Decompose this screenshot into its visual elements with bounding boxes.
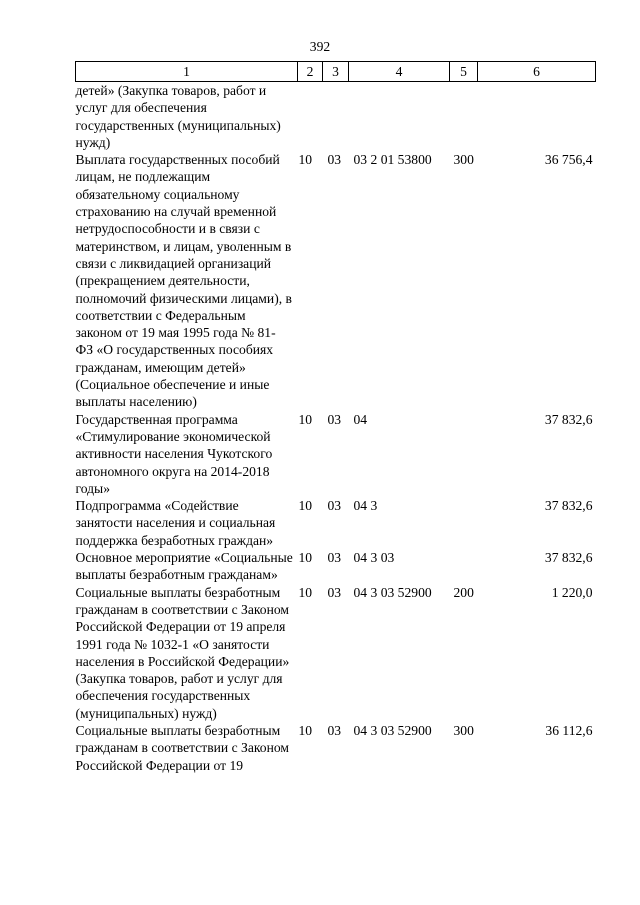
row-section: 10 (298, 550, 313, 566)
row-subsection: 03 (327, 498, 342, 514)
row-kind: 200 (453, 584, 474, 600)
row-name: детей» (Закупка товаров, работ и услуг для обеспечения государственных (муниципальных) нужд) (75, 83, 281, 150)
row-subsection: 03 (327, 550, 342, 566)
row-subsection: 03 (327, 584, 342, 600)
header-cell-subsection: 3 (323, 62, 349, 82)
row-amount: 36 756,4 (544, 152, 593, 168)
page-number: 392 (309, 39, 331, 54)
row-section: 10 (298, 722, 313, 738)
table-row (76, 82, 596, 152)
row-subsection: 03 (327, 152, 342, 168)
row-name: Основное мероприятие «Социальные выплаты безработным гражданам» (75, 550, 293, 583)
table-row (76, 151, 596, 410)
table-row (76, 411, 596, 497)
row-kind: 300 (453, 152, 474, 168)
row-amount: 1 220,0 (551, 584, 593, 600)
row-amount (478, 82, 596, 152)
row-kind (450, 497, 478, 549)
row-name: Социальные выплаты безработным гражданам в соответствии с Законом Российской Федерации от 19 (75, 722, 289, 773)
row-amount: 37 832,6 (544, 411, 593, 427)
row-kind (450, 82, 478, 152)
row-kind (450, 411, 478, 497)
row-code: 04 3 03 52900 (353, 722, 432, 738)
row-code: 04 3 (353, 498, 378, 514)
header-row (76, 62, 596, 82)
table-row (76, 584, 596, 722)
row-section: 10 (298, 411, 313, 427)
row-code: 04 (353, 411, 368, 427)
row-amount: 36 112,6 (545, 722, 593, 738)
table-row (76, 497, 596, 549)
row-kind: 300 (453, 722, 474, 738)
row-name: Подпрограмма «Содействие занятости населения и социальная поддержка безработных граждан» (75, 498, 276, 548)
header-cell-name: 1 (76, 62, 298, 82)
row-section: 10 (298, 498, 313, 514)
row-name: Государственная программа «Стимулирование экономической активности населения Чукотского автономного округа на 2014-2018 годы» (75, 411, 273, 496)
header-cell-amount: 6 (478, 62, 596, 82)
row-amount: 37 832,6 (544, 550, 593, 566)
row-subsection: 03 (327, 411, 342, 427)
row-section: 10 (298, 152, 313, 168)
row-subsection: 03 (327, 722, 342, 738)
row-kind (450, 549, 478, 584)
row-section (298, 82, 323, 152)
header-cell-section: 2 (298, 62, 323, 82)
row-name: Выплата государственных пособий лицам, не подлежащим обязательному социальному страхованию на случай временной нетрудоспособности и в связи с материнством, и лицам, уволенным в связи с ликвидацией организаций (прекращением деятельности, полномочий физическими лицами), в соответствии с Федеральным законом от 19 мая 1995 года № 81- ФЗ «О государственных пособиях гражданам, имеющим детей» (Социальное обеспечение и иные выплаты населению) (75, 152, 292, 410)
row-code: 03 2 01 53800 (353, 152, 432, 168)
row-name: Социальные выплаты безработным гражданам в соответствии с Законом Российской Федерации от 19 апреля 1991 года № 1032-1 «О занятости населения в Российской Федерации» (Закупка товаров, работ и услуг для обеспечения государственных (муниципальных) нужд) (75, 584, 290, 721)
budget-table (75, 61, 596, 774)
header-cell-code: 4 (349, 62, 450, 82)
table-row (76, 722, 596, 774)
row-code: 04 3 03 52900 (353, 584, 432, 600)
row-amount: 37 832,6 (544, 498, 593, 514)
row-subsection (323, 82, 349, 152)
header-cell-kind: 5 (450, 62, 478, 82)
table-row (76, 549, 596, 584)
row-code: 04 3 03 (353, 550, 395, 566)
row-section: 10 (298, 584, 313, 600)
row-code (349, 82, 450, 152)
